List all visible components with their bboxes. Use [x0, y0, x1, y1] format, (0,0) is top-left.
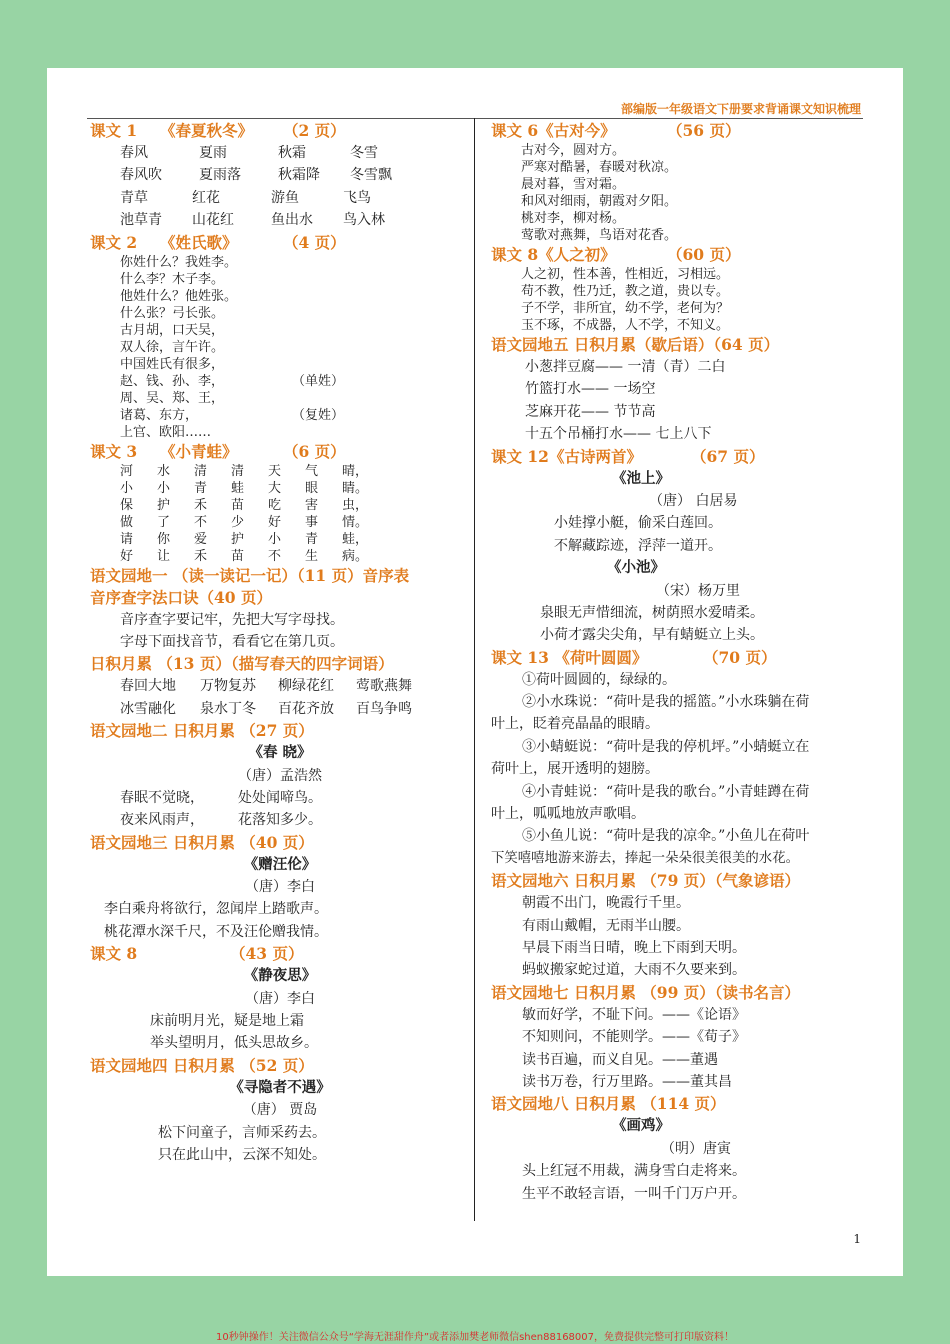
- text-line: 晨对暮，雪对霜。: [521, 177, 626, 192]
- lesson-title: 课文 6《古对今》: [491, 121, 616, 140]
- text-line: ④小青蛙说：“荷叶是我的歌台。”小青蛙蹲在荷: [522, 783, 810, 800]
- poem-block: [90, 254, 470, 441]
- section-heading: 语文园地三 日积月累 （40 页）: [90, 832, 314, 852]
- poem-line: 头上红冠不用裁，满身雪白走将来。: [522, 1163, 746, 1180]
- word: 冬雪飘: [350, 167, 392, 184]
- lesson-title: 《春夏秋冬》: [160, 121, 254, 140]
- word: 柳绿花红: [278, 678, 334, 695]
- poem-line: 生平不敢轻言语，一叫千门万户开。: [522, 1185, 746, 1202]
- poem-title: 《画鸡》: [612, 1117, 670, 1135]
- text-line: 上官、欧阳……: [120, 424, 212, 440]
- word: 夏雨落: [199, 167, 241, 184]
- lesson-heading: [491, 446, 871, 468]
- char-row: [120, 531, 470, 548]
- char: 眼: [305, 480, 319, 496]
- column-divider: [474, 118, 475, 1221]
- section-heading: 音序查字法口诀（40 页）: [90, 587, 272, 607]
- char: 小: [268, 531, 282, 547]
- poem-line: 松下问童子，言师采药去。: [158, 1124, 326, 1141]
- word: 青草: [120, 189, 148, 206]
- word: 春风吹: [120, 167, 162, 184]
- word: 鸟入林: [343, 212, 385, 229]
- char: 不: [194, 514, 208, 530]
- lesson-heading: [491, 647, 871, 669]
- lesson-number: 课文 8: [90, 944, 138, 964]
- char: 虫，: [342, 497, 369, 513]
- lesson-heading: [90, 120, 470, 142]
- word-row: [90, 142, 470, 164]
- section-heading: 日积月累 （13 页）（描写春天的四字词语）: [90, 654, 394, 674]
- poem-block: [491, 266, 871, 334]
- lesson-title: 课文 8《人之初》: [491, 245, 616, 264]
- char: 护: [231, 531, 245, 547]
- verse: 夜来风雨声，: [120, 812, 204, 829]
- section-heading: 语文园地八 日积月累 （114 页）: [491, 1094, 726, 1114]
- char: 好: [120, 548, 134, 564]
- poem-line: 不解藏踪迹，浮萍一道开。: [554, 537, 722, 554]
- text-line: 什么李？木子李。: [120, 271, 225, 287]
- poem-author: （唐）李白: [245, 990, 315, 1007]
- page-header: 部编版一年级语文下册要求背诵课文知识梳理: [620, 102, 861, 116]
- lesson-title: 课文 13 《荷叶圆圆》: [491, 647, 648, 667]
- text-line: 什么张？弓长张。: [120, 305, 225, 321]
- header-rule: [87, 118, 863, 119]
- lesson-heading: [90, 441, 470, 463]
- word-row: [90, 698, 470, 720]
- char: 小: [157, 480, 171, 496]
- text-line: [120, 373, 470, 390]
- poem-author: （唐） 白居易: [649, 492, 738, 509]
- char-row: [120, 514, 470, 531]
- lesson-heading: [491, 244, 871, 266]
- poem-author: （唐） 贾岛: [242, 1102, 318, 1119]
- char: 清: [194, 463, 208, 479]
- text-line: 读书百遍，而义自见。——董遇: [522, 1051, 718, 1068]
- char: 护: [157, 497, 171, 513]
- char: 了: [157, 514, 171, 530]
- char-grid: [90, 463, 470, 565]
- poem-line: [90, 809, 470, 831]
- char: 青: [194, 480, 208, 496]
- word: 万物复苏: [200, 678, 256, 695]
- poem-line: 床前明月光，疑是地上霜: [150, 1013, 304, 1030]
- document-page: [47, 68, 903, 1276]
- char: 小: [120, 480, 134, 496]
- lesson-page: （70 页）: [703, 647, 777, 667]
- poem-line: 小娃撑小艇，偷采白莲回。: [554, 515, 722, 532]
- text-line: 桃对李，柳对杨。: [521, 211, 626, 226]
- section-heading: 语文园地六 日积月累 （79 页）（气象谚语）: [491, 871, 801, 891]
- section-heading: 语文园地四 日积月累 （52 页）: [90, 1055, 314, 1075]
- word: 百花齐放: [278, 700, 334, 717]
- page-number: 1: [853, 1232, 861, 1246]
- char: 害: [305, 497, 319, 513]
- verse: 春眠不觉晓，: [120, 789, 204, 806]
- note: （单姓）: [292, 373, 345, 389]
- word-row: [90, 164, 470, 186]
- text: 赵、钱、孙、李，: [120, 373, 225, 389]
- text-line: 小葱拌豆腐—— 一清（青）二白: [525, 359, 726, 375]
- text-line: 早晨下雨当日晴，晚上下雨到天明。: [522, 939, 746, 956]
- text-line: ⑤小鱼儿说：“荷叶是我的凉伞。”小鱼儿在荷叶: [522, 828, 810, 845]
- word: 冰雪融化: [120, 700, 176, 717]
- section-heading: 语文园地五 日积月累（歇后语）（64 页）: [491, 335, 780, 354]
- text-line: 双人徐，言午许。: [120, 339, 225, 355]
- char: 保: [120, 497, 134, 513]
- lesson-title: 《姓氏歌》: [160, 232, 238, 252]
- word-row: [90, 187, 470, 209]
- poem-title: 《春 晓》: [248, 744, 312, 762]
- char-row: [120, 548, 470, 565]
- char-row: [120, 463, 470, 480]
- text-line: 他姓什么？他姓张。: [120, 288, 238, 304]
- lesson-number: 课文 2: [90, 232, 138, 252]
- char: 爱: [194, 531, 208, 547]
- text-line: 周、吴、郑、王，: [120, 390, 225, 406]
- text-line: 读书万卷，行万里路。——董其昌: [522, 1073, 732, 1090]
- word-row: [90, 675, 470, 697]
- poem-line: 举头望明月，低头思故乡。: [150, 1035, 318, 1052]
- poem-title: 《寻隐者不遇》: [229, 1078, 331, 1096]
- char-row: [120, 480, 470, 497]
- char: 苗: [231, 497, 245, 513]
- text-line: 有雨山戴帽，无雨半山腰。: [522, 917, 690, 934]
- lesson-number: 课文 3: [90, 441, 138, 461]
- char: 清: [231, 463, 245, 479]
- text-line: 十五个吊桶打水—— 七上八下: [525, 426, 712, 443]
- word: 百鸟争鸣: [356, 700, 412, 717]
- text-line: 蚂蚁搬家蛇过道，大雨不久要来到。: [522, 962, 746, 979]
- text-line: 荷叶上，展开透明的翅膀。: [491, 761, 659, 778]
- text-line: 你姓什么？我姓李。: [120, 254, 238, 270]
- poem-title: 《赠汪伦》: [243, 855, 317, 873]
- word: 夏雨: [199, 145, 227, 161]
- lesson-heading: [90, 232, 470, 254]
- text-line: 叶上，眨着亮晶晶的眼睛。: [491, 716, 659, 733]
- char: 少: [231, 514, 245, 530]
- text-line: 古月胡，口天吴，: [120, 322, 225, 338]
- text-line: ①荷叶圆圆的，绿绿的。: [522, 671, 676, 688]
- char: 请: [120, 531, 134, 547]
- char-row: [120, 497, 470, 514]
- word: 山花红: [192, 212, 234, 229]
- text-line: 竹篮打水—— 一场空: [525, 381, 656, 398]
- char: 大: [268, 480, 282, 496]
- text-line: 严寒对酷暑，春暖对秋凉。: [521, 160, 678, 175]
- lesson-page: （67 页）: [691, 446, 765, 466]
- text-line: [120, 407, 470, 424]
- text-line: 朝霞不出门，晚霞行千里。: [522, 895, 690, 912]
- word: 池草青: [120, 212, 162, 229]
- verse: 花落知多少。: [238, 812, 322, 829]
- char: 蛙，: [342, 531, 369, 547]
- left-column: [90, 120, 470, 1166]
- word: 莺歌燕舞: [356, 678, 412, 695]
- poem-line: 泉眼无声惜细流，树荫照水爱晴柔。: [540, 604, 764, 621]
- text-line: ②小水珠说：“荷叶是我的摇篮。”小水珠躺在荷: [522, 694, 810, 711]
- char: 青: [305, 531, 319, 547]
- char: 苗: [231, 548, 245, 564]
- char: 做: [120, 514, 134, 530]
- char: 不: [268, 548, 282, 564]
- poem-author: （唐）李白: [245, 879, 315, 896]
- char: 禾: [194, 497, 208, 513]
- char: 情。: [342, 514, 369, 530]
- char: 睛。: [342, 480, 369, 496]
- text-line: 字母下面找音节，看看它在第几页。: [120, 633, 344, 650]
- lesson-page: （60 页）: [667, 245, 741, 264]
- section-heading: 语文园地二 日积月累 （27 页）: [90, 721, 314, 741]
- text-line: 苟不教，性乃迁，教之道，贵以专。: [521, 284, 730, 299]
- text-line: 古对今，圆对方。: [521, 143, 626, 158]
- char: 气: [305, 463, 319, 479]
- word: 秋霜降: [278, 167, 320, 184]
- verse: 处处闻啼鸟。: [238, 789, 322, 806]
- char: 天: [268, 463, 282, 479]
- text-line: 子不学，非所宜，幼不学，老何为？: [521, 301, 730, 316]
- poem-line: 小荷才露尖尖角，早有蜻蜓立上头。: [540, 627, 764, 644]
- text-line: 人之初，性本善，性相近，习相远。: [521, 267, 730, 282]
- char: 事: [305, 514, 319, 530]
- char: 蛙: [231, 480, 245, 496]
- char: 让: [157, 548, 171, 564]
- poem-line: 只在此山中，云深不知处。: [158, 1146, 326, 1163]
- text: 诸葛、东方，: [120, 407, 199, 423]
- lesson-heading: [491, 120, 871, 142]
- char: 你: [157, 531, 171, 547]
- lesson-heading: [90, 943, 470, 965]
- poem-line: 李白乘舟将欲行，忽闻岸上踏歌声。: [104, 901, 328, 918]
- char: 禾: [194, 548, 208, 564]
- word: 鱼出水: [271, 212, 313, 229]
- char: 吃: [268, 497, 282, 513]
- text-line: 中国姓氏有很多，: [120, 356, 225, 372]
- word: 飞鸟: [343, 189, 371, 206]
- poem-line: [90, 787, 470, 809]
- char: 生: [305, 548, 319, 564]
- word-row: [90, 209, 470, 231]
- lesson-number: 课文 1: [90, 121, 138, 140]
- char: 晴，: [342, 463, 369, 479]
- lesson-page: （6 页）: [283, 441, 346, 461]
- section-heading: 语文园地一 （读一读记一记）（11 页）音序表: [90, 565, 410, 585]
- lesson-page: （56 页）: [667, 121, 741, 140]
- text-line: 玉不琢，不成器，人不学，不知义。: [521, 318, 730, 333]
- text-line: 不知则问，不能则学。——《荀子》: [522, 1029, 746, 1046]
- footer-banner: 10秒钟操作！关注微信公众号“学海无涯甜作舟”或者添加樊老师微信shen88168007，免费提供完整可打印版资料！: [215, 1332, 735, 1343]
- text-line: 下笑嘻嘻地游来游去，捧起一朵朵很美很美的水花。: [491, 850, 799, 866]
- text-line: 音序查字要记牢，先把大写字母找。: [120, 611, 344, 628]
- char: 病。: [342, 548, 369, 564]
- poem-author: （唐）孟浩然: [238, 767, 322, 784]
- word: 冬雪: [350, 145, 378, 161]
- word: 游鱼: [271, 189, 299, 206]
- word: 春风: [120, 145, 148, 161]
- text-line: 叶上，呱呱地放声歌唱。: [491, 806, 645, 823]
- text-line: ③小蜻蜓说：“荷叶是我的停机坪。”小蜻蜓立在: [522, 738, 810, 755]
- text-line: 敏而好学，不耻下问。——《论语》: [522, 1006, 746, 1023]
- poem-title: 《池上》: [612, 469, 670, 487]
- word: 泉水丁冬: [200, 700, 256, 717]
- poem-title: 《小池》: [607, 559, 665, 577]
- lesson-title: 课文 12《古诗两首》: [491, 446, 642, 466]
- text-line: 芝麻开花—— 节节高: [525, 403, 656, 420]
- poem-line: 桃花潭水深千尺，不及汪伦赠我情。: [104, 923, 328, 940]
- section-heading: 语文园地七 日积月累 （99 页）（读书名言）: [491, 982, 801, 1002]
- text-line: 莺歌对燕舞，鸟语对花香。: [521, 228, 678, 243]
- char: 好: [268, 514, 282, 530]
- poem-author: （明）唐寅: [661, 1140, 731, 1157]
- word: 红花: [192, 189, 220, 206]
- lesson-page: （2 页）: [283, 121, 346, 140]
- char: 水: [157, 463, 171, 479]
- poem-title: 《静夜思》: [243, 967, 317, 985]
- right-column: [491, 120, 871, 1205]
- lesson-page: （4 页）: [283, 232, 346, 252]
- poem-author: （宋）杨万里: [656, 582, 740, 599]
- word: 春回大地: [120, 678, 176, 695]
- word: 秋霜: [278, 145, 306, 161]
- char: 河: [120, 463, 134, 479]
- poem-block: [491, 142, 871, 244]
- note: （复姓）: [292, 407, 345, 423]
- text-line: 和风对细雨，朝霞对夕阳。: [521, 194, 678, 209]
- lesson-page: （43 页）: [230, 944, 304, 964]
- lesson-title: 《小青蛙》: [160, 441, 238, 461]
